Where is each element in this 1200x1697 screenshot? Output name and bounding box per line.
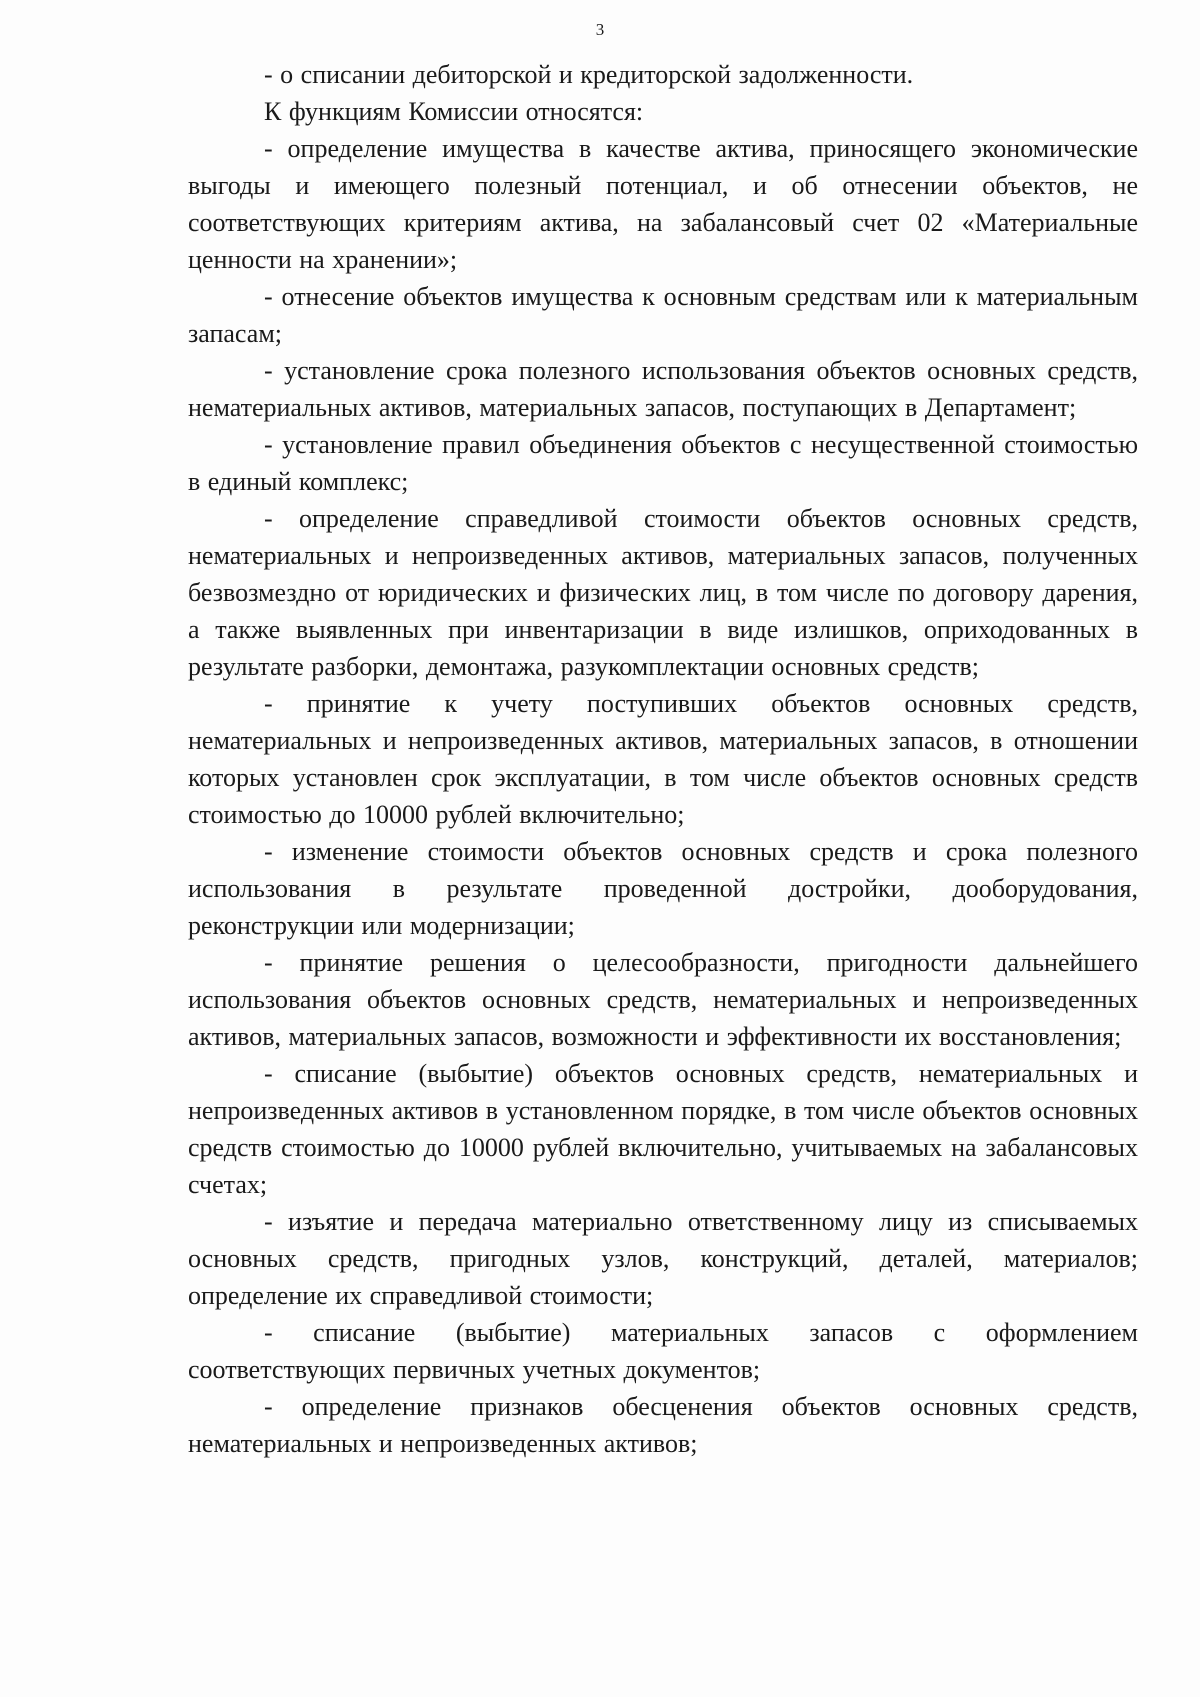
paragraph-functions-heading: К функциям Комиссии относятся: bbox=[264, 97, 644, 126]
paragraph-inventory-writeoff: - списание (выбытие) материальных запасов с оформлением соответствующих первичных учетных документов; bbox=[188, 1318, 1138, 1384]
paragraph-impairment: - определение признаков обесценения объектов основных средств, нематериальных и непроизведенных активов; bbox=[188, 1392, 1138, 1458]
paragraph-value-change: - изменение стоимости объектов основных средств и срока полезного использования в результате проведенной достройки, дооборудования, реконструкции или модернизации; bbox=[188, 837, 1138, 940]
page-number: 3 bbox=[595, 20, 605, 39]
paragraph-useful-life: - установление срока полезного использования объектов основных средств, нематериальных активов, материальных запасов, поступающих в Департамент; bbox=[188, 356, 1138, 422]
paragraph-fair-value: - определение справедливой стоимости объектов основных средств, нематериальных и непроизведенных активов, материальных запасов, полученных безвозмездно от юридических и физических лиц, в том числе по договору дарения, а также выявленных при инвентаризации в виде излишков, оприходованных в результате разборки, демонтажа, разукомплектации основных средств; bbox=[188, 504, 1138, 681]
paragraph-usability-decision: - принятие решения о целесообразности, пригодности дальнейшего использования объектов основных средств, нематериальных и непроизведенных активов, материальных запасов, возможности и эффективности их восстановления; bbox=[188, 948, 1138, 1051]
paragraph-grouping-rules: - установление правил объединения объектов с несущественной стоимостью в единый комплекс; bbox=[188, 430, 1138, 496]
document-body bbox=[188, 56, 1138, 1462]
paragraph-writeoff-debts: - о списании дебиторской и кредиторской задолженности. bbox=[264, 60, 914, 89]
paragraph-acceptance: - принятие к учету поступивших объектов основных средств, нематериальных и непроизведенных активов, материальных запасов, в отношении которых установлен срок эксплуатации, в том числе объектов основных средств стоимостью до 10000 рублей включительно; bbox=[188, 689, 1138, 829]
paragraph-parts-seizure: - изъятие и передача материально ответственному лицу из списываемых основных средств, пригодных узлов, конструкций, деталей, материалов; определение их справедливой стоимости; bbox=[188, 1207, 1138, 1310]
paragraph-asset-classification: - отнесение объектов имущества к основным средствам или к материальным запасам; bbox=[188, 282, 1138, 348]
paragraph-asset-determination: - определение имущества в качестве актива, приносящего экономические выгоды и имеющего полезный потенциал, и об отнесении объектов, не соответствующих критериям актива, на забалансовый счет 02 «Материальные ценности на хранении»; bbox=[188, 134, 1138, 274]
paragraph-fixed-assets-writeoff: - списание (выбытие) объектов основных средств, нематериальных и непроизведенных активов в установленном порядке, в том числе объектов основных средств стоимостью до 10000 рублей включительно, учитываемых на забалансовых счетах; bbox=[188, 1059, 1138, 1199]
